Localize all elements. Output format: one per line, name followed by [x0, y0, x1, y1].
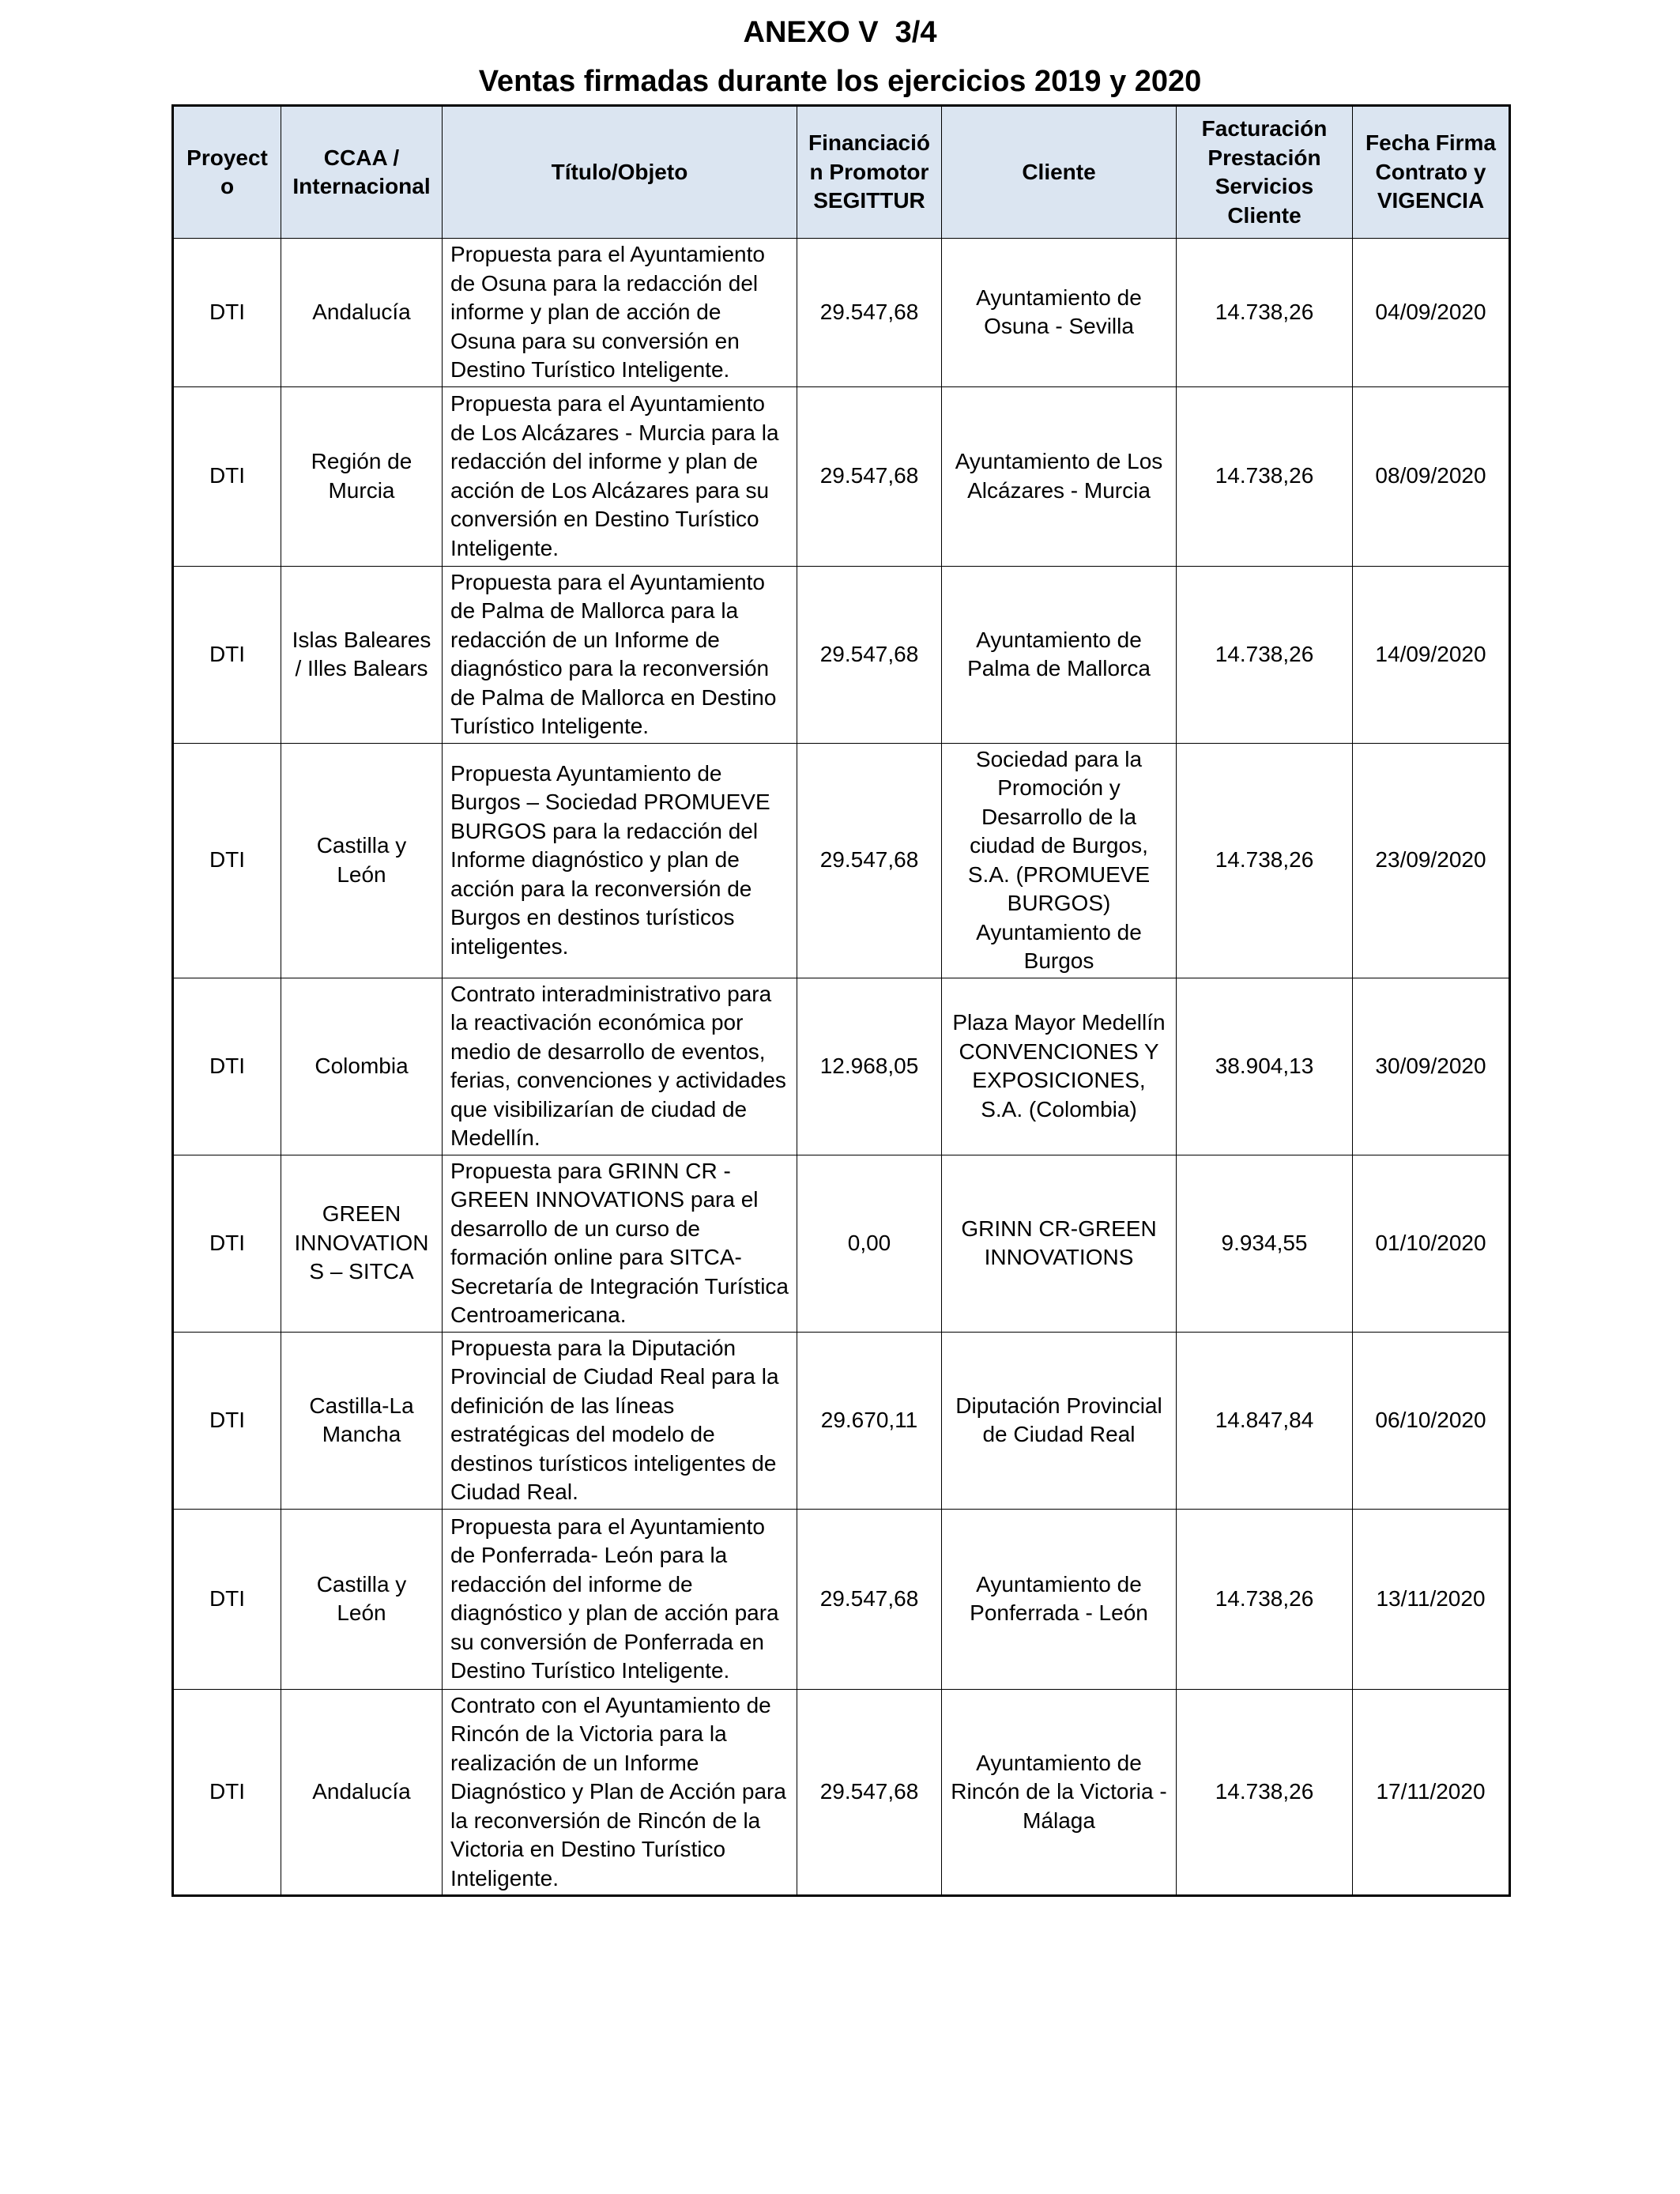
cell-proyecto: DTI: [173, 1332, 281, 1509]
cell-proyecto: DTI: [173, 386, 281, 566]
cell-ccaa: Andalucía: [281, 239, 443, 387]
cell-ccaa: Colombia: [281, 978, 443, 1155]
header-facturacion: Facturación Prestación Servicios Cliente: [1177, 106, 1353, 239]
cell-fecha: 01/10/2020: [1353, 1155, 1510, 1332]
document-header: [0, 6, 1680, 104]
cell-titulo: Propuesta para GRINN CR -GREEN INNOVATIONS para el desarrollo de un curso de formación online para SITCA- Secretaría de Integración Turística Centroamericana.: [443, 1155, 797, 1332]
cell-fecha: 14/09/2020: [1353, 566, 1510, 743]
cell-financiacion: 29.547,68: [797, 743, 942, 978]
cell-titulo: Propuesta para el Ayuntamiento de Osuna para la redacción del informe y plan de acción de Osuna para su conversión en Destino Turístico Inteligente.: [443, 239, 797, 387]
cell-titulo: Propuesta Ayuntamiento de Burgos – Sociedad PROMUEVE BURGOS para la redacción del Informe diagnóstico y plan de acción para la reconversión de Burgos en destinos turísticos inteligentes.: [443, 743, 797, 978]
cell-titulo: Propuesta para el Ayuntamiento de Palma de Mallorca para la redacción de un Informe de diagnóstico para la reconversión de Palma de Mallorca en Destino Turístico Inteligente.: [443, 566, 797, 743]
table-row: [173, 1689, 1510, 1896]
cell-ccaa: Andalucía: [281, 1689, 443, 1896]
cell-ccaa: Región de Murcia: [281, 386, 443, 566]
cell-proyecto: DTI: [173, 978, 281, 1155]
cell-fecha: 13/11/2020: [1353, 1509, 1510, 1689]
cell-financiacion: 12.968,05: [797, 978, 942, 1155]
cell-proyecto: DTI: [173, 566, 281, 743]
cell-titulo: Propuesta para el Ayuntamiento de Ponferrada- León para la redacción del informe de diagnóstico y plan de acción para su conversión de Ponferrada en Destino Turístico Inteligente.: [443, 1509, 797, 1689]
cell-cliente: GRINN CR-GREEN INNOVATIONS: [942, 1155, 1177, 1332]
document-subtitle: Ventas firmadas durante los ejercicios 2019 y 2020: [478, 65, 1202, 98]
cell-cliente: Ayuntamiento de Osuna - Sevilla: [942, 239, 1177, 387]
document-title: ANEXO V 3/4: [743, 16, 937, 49]
cell-fecha: 06/10/2020: [1353, 1332, 1510, 1509]
cell-ccaa: Castilla y León: [281, 1509, 443, 1689]
cell-facturacion: 14.738,26: [1177, 566, 1353, 743]
header-proyecto: Proyecto: [173, 106, 281, 239]
cell-cliente: Ayuntamiento de Rincón de la Victoria - Málaga: [942, 1689, 1177, 1896]
sales-table: [171, 104, 1511, 1897]
cell-proyecto: DTI: [173, 239, 281, 387]
table-row: [173, 566, 1510, 743]
cell-proyecto: DTI: [173, 743, 281, 978]
header-financiacion: Financiación Promotor SEGITTUR: [797, 106, 942, 239]
cell-ccaa: Islas Baleares / Illes Balears: [281, 566, 443, 743]
cell-cliente: Diputación Provincial de Ciudad Real: [942, 1332, 1177, 1509]
header-fecha: Fecha Firma Contrato y VIGENCIA: [1353, 106, 1510, 239]
cell-financiacion: 29.670,11: [797, 1332, 942, 1509]
cell-titulo: Contrato interadministrativo para la reactivación económica por medio de desarrollo de eventos, ferias, convenciones y actividades que visibilizarían de ciudad de Medellín.: [443, 978, 797, 1155]
table-row: [173, 386, 1510, 566]
table-row: [173, 1332, 1510, 1509]
cell-facturacion: 9.934,55: [1177, 1155, 1353, 1332]
table-row: [173, 743, 1510, 978]
cell-facturacion: 14.738,26: [1177, 239, 1353, 387]
cell-financiacion: 0,00: [797, 1155, 942, 1332]
cell-facturacion: 14.738,26: [1177, 386, 1353, 566]
header-titulo: Título/Objeto: [443, 106, 797, 239]
table-row: [173, 239, 1510, 387]
cell-fecha: 08/09/2020: [1353, 386, 1510, 566]
cell-titulo: Propuesta para el Ayuntamiento de Los Alcázares - Murcia para la redacción del informe y plan de acción de Los Alcázares para su conversión en Destino Turístico Inteligente.: [443, 386, 797, 566]
cell-financiacion: 29.547,68: [797, 239, 942, 387]
cell-cliente: Plaza Mayor Medellín CONVENCIONES Y EXPOSICIONES, S.A. (Colombia): [942, 978, 1177, 1155]
cell-ccaa: Castilla-La Mancha: [281, 1332, 443, 1509]
cell-facturacion: 14.847,84: [1177, 1332, 1353, 1509]
cell-titulo: Contrato con el Ayuntamiento de Rincón de la Victoria para la realización de un Informe Diagnóstico y Plan de Acción para la reconversión de Rincón de la Victoria en Destino Turístico Inteligente.: [443, 1689, 797, 1896]
cell-financiacion: 29.547,68: [797, 1689, 942, 1896]
cell-cliente: Ayuntamiento de Los Alcázares - Murcia: [942, 386, 1177, 566]
cell-facturacion: 38.904,13: [1177, 978, 1353, 1155]
header-cliente: Cliente: [942, 106, 1177, 239]
cell-financiacion: 29.547,68: [797, 566, 942, 743]
cell-cliente: Ayuntamiento de Ponferrada - León: [942, 1509, 1177, 1689]
cell-fecha: 17/11/2020: [1353, 1689, 1510, 1896]
cell-facturacion: 14.738,26: [1177, 1509, 1353, 1689]
cell-fecha: 04/09/2020: [1353, 239, 1510, 387]
cell-titulo: Propuesta para la Diputación Provincial de Ciudad Real para la definición de las líneas estratégicas del modelo de destinos turísticos inteligentes de Ciudad Real.: [443, 1332, 797, 1509]
cell-proyecto: DTI: [173, 1155, 281, 1332]
header-ccaa: CCAA / Internacional: [281, 106, 443, 239]
cell-cliente: Sociedad para la Promoción y Desarrollo de la ciudad de Burgos, S.A. (PROMUEVE BURGOS) Ayuntamiento de Burgos: [942, 743, 1177, 978]
cell-proyecto: DTI: [173, 1509, 281, 1689]
table-row: [173, 1509, 1510, 1689]
table-row: [173, 1155, 1510, 1332]
cell-financiacion: 29.547,68: [797, 1509, 942, 1689]
cell-fecha: 23/09/2020: [1353, 743, 1510, 978]
table-row: [173, 978, 1510, 1155]
cell-proyecto: DTI: [173, 1689, 281, 1896]
cell-facturacion: 14.738,26: [1177, 743, 1353, 978]
cell-facturacion: 14.738,26: [1177, 1689, 1353, 1896]
cell-fecha: 30/09/2020: [1353, 978, 1510, 1155]
cell-ccaa: GREEN INNOVATIONS – SITCA: [281, 1155, 443, 1332]
cell-ccaa: Castilla y León: [281, 743, 443, 978]
cell-cliente: Ayuntamiento de Palma de Mallorca: [942, 566, 1177, 743]
table-header-row: [173, 106, 1510, 239]
cell-financiacion: 29.547,68: [797, 386, 942, 566]
